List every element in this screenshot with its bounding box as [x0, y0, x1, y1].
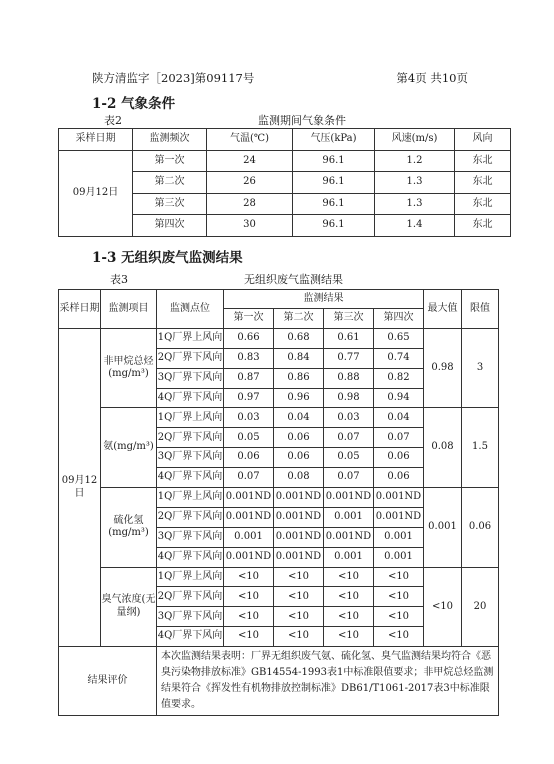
table-cell: 东北 — [455, 215, 511, 237]
table-cell: 26 — [207, 172, 293, 194]
result-value: 0.61 — [324, 328, 374, 348]
emission-body — [59, 328, 499, 646]
result-value: 0.001ND — [224, 488, 274, 508]
weather-header-row — [59, 129, 511, 151]
table-cell: 96.1 — [293, 215, 375, 237]
sampling-date: 09月12日 — [59, 328, 101, 646]
result-value: <10 — [274, 607, 324, 627]
result-value: <10 — [324, 587, 374, 607]
result-value: 0.07 — [324, 428, 374, 448]
result-value: 0.98 — [324, 388, 374, 408]
result-value: 0.94 — [374, 388, 424, 408]
result-value: 0.001 — [224, 527, 274, 547]
result-value: <10 — [224, 587, 274, 607]
round-header: 第一次 — [224, 309, 274, 329]
col-header: 气压(kPa) — [293, 129, 375, 151]
col-header: 风向 — [455, 129, 511, 151]
monitoring-point: 4Q厂界下风向 — [157, 388, 224, 408]
result-value: <10 — [224, 607, 274, 627]
result-value: 0.07 — [224, 468, 274, 488]
result-value: 0.87 — [224, 368, 274, 388]
col-header-limit: 限值 — [462, 290, 499, 329]
result-value: 0.001ND — [274, 547, 324, 567]
result-value: 0.001ND — [274, 507, 324, 527]
col-header: 监测频次 — [133, 129, 207, 151]
result-value: <10 — [324, 607, 374, 627]
col-header: 采样日期 — [59, 129, 133, 151]
result-value: 0.84 — [274, 348, 324, 368]
max-value: <10 — [424, 567, 462, 647]
monitoring-point: 1Q厂界上风向 — [157, 408, 224, 428]
table-cell: 96.1 — [293, 193, 375, 215]
section-title-emission: 1-3 无组织废气监测结果 — [92, 250, 243, 266]
monitoring-point: 4Q厂界下风向 — [157, 547, 224, 567]
limit-value: 0.06 — [462, 488, 499, 568]
max-value: 0.98 — [424, 328, 462, 408]
monitoring-point: 1Q厂界上风向 — [157, 567, 224, 587]
result-value: 0.001ND — [274, 488, 324, 508]
monitoring-point: 2Q厂界下风向 — [157, 348, 224, 368]
table-cell: 第三次 — [133, 193, 207, 215]
table-row — [59, 150, 511, 172]
doc-number: 陕方清监字［2023]第09117号 — [92, 71, 255, 85]
round-header: 第四次 — [374, 309, 424, 329]
result-value: 0.001 — [374, 527, 424, 547]
result-value: 0.001ND — [324, 527, 374, 547]
limit-value: 3 — [462, 328, 499, 408]
table-cell: 28 — [207, 193, 293, 215]
result-value: <10 — [224, 627, 274, 647]
result-value: 0.001ND — [224, 547, 274, 567]
table-row — [59, 408, 499, 428]
result-value: <10 — [274, 587, 324, 607]
result-value: 0.001ND — [274, 527, 324, 547]
monitoring-point: 3Q厂界下风向 — [157, 368, 224, 388]
monitoring-point: 4Q厂界下风向 — [157, 468, 224, 488]
table-row — [59, 488, 499, 508]
table-cell: 第四次 — [133, 215, 207, 237]
table-cell: 第一次 — [133, 150, 207, 172]
table-cell: 1.3 — [375, 172, 455, 194]
round-header: 第三次 — [324, 309, 374, 329]
limit-value: 20 — [462, 567, 499, 647]
result-value: 0.06 — [224, 448, 274, 468]
result-value: <10 — [224, 567, 274, 587]
result-value: 0.88 — [324, 368, 374, 388]
max-value: 0.001 — [424, 488, 462, 568]
weather-table — [58, 128, 511, 237]
result-value: 0.74 — [374, 348, 424, 368]
result-value: 0.77 — [324, 348, 374, 368]
col-header-date: 采样日期 — [59, 290, 101, 329]
monitoring-point: 2Q厂界下风向 — [157, 428, 224, 448]
table-row — [59, 328, 499, 348]
result-value: 0.001ND — [324, 488, 374, 508]
result-value: 0.03 — [224, 408, 274, 428]
table-cell: 24 — [207, 150, 293, 172]
col-header-item: 监测项目 — [101, 290, 157, 329]
result-value: <10 — [374, 627, 424, 647]
result-value: 0.86 — [274, 368, 324, 388]
result-value: <10 — [324, 567, 374, 587]
evaluation-label: 结果评价 — [59, 647, 157, 716]
result-value: 0.06 — [374, 468, 424, 488]
table-cell: 30 — [207, 215, 293, 237]
monitoring-point: 3Q厂界下风向 — [157, 607, 224, 627]
table-cell: 1.3 — [375, 193, 455, 215]
table-cell: 东北 — [455, 150, 511, 172]
monitoring-point: 2Q厂界下风向 — [157, 587, 224, 607]
result-value: 0.05 — [324, 448, 374, 468]
section-title-weather: 1-2 气象条件 — [92, 96, 176, 112]
table3-number: 表3 — [110, 273, 128, 286]
monitoring-point: 1Q厂界上风向 — [157, 488, 224, 508]
sampling-date: 09月12日 — [59, 150, 133, 236]
result-value: 0.001 — [374, 547, 424, 567]
monitoring-point: 4Q厂界下风向 — [157, 627, 224, 647]
col-header-results: 监测结果 — [224, 290, 424, 309]
result-value: 0.001ND — [374, 488, 424, 508]
table3-title: 无组织废气监测结果 — [244, 273, 343, 286]
table-cell: 96.1 — [293, 150, 375, 172]
round-header: 第二次 — [274, 309, 324, 329]
table2-number: 表2 — [104, 114, 122, 127]
result-value: 0.001ND — [374, 507, 424, 527]
result-value: 0.001ND — [224, 507, 274, 527]
monitoring-item: 硫化氢(mg/m³) — [101, 488, 157, 568]
result-value: <10 — [324, 627, 374, 647]
page-info: 第4页 共10页 — [396, 71, 468, 85]
result-value: 0.96 — [274, 388, 324, 408]
table-cell: 1.2 — [375, 150, 455, 172]
monitoring-point: 3Q厂界下风向 — [157, 527, 224, 547]
result-value: 0.03 — [324, 408, 374, 428]
result-value: 0.001 — [324, 507, 374, 527]
result-value: 0.06 — [274, 448, 324, 468]
result-value: 0.07 — [324, 468, 374, 488]
result-value: 0.65 — [374, 328, 424, 348]
monitoring-point: 1Q厂界上风向 — [157, 328, 224, 348]
col-header: 风速(m/s) — [375, 129, 455, 151]
table-cell: 第二次 — [133, 172, 207, 194]
table-cell: 96.1 — [293, 172, 375, 194]
monitoring-point: 2Q厂界下风向 — [157, 507, 224, 527]
emission-table — [58, 289, 499, 716]
emission-header-row — [59, 290, 499, 309]
result-value: <10 — [374, 587, 424, 607]
result-value: 0.04 — [374, 408, 424, 428]
table2-title: 监测期间气象条件 — [258, 114, 346, 127]
result-value: <10 — [374, 607, 424, 627]
result-value: 0.68 — [274, 328, 324, 348]
table-cell: 东北 — [455, 172, 511, 194]
result-value: 0.04 — [274, 408, 324, 428]
monitoring-item: 非甲烷总烃(mg/m³) — [101, 328, 157, 408]
result-value: 0.06 — [274, 428, 324, 448]
col-header-point: 监测点位 — [157, 290, 224, 329]
monitoring-point: 3Q厂界下风向 — [157, 448, 224, 468]
result-value: <10 — [274, 567, 324, 587]
evaluation-row — [59, 647, 499, 716]
table-cell: 东北 — [455, 193, 511, 215]
evaluation-text: 本次监测结果表明：厂界无组织废气氨、硫化氢、臭气监测结果均符合《恶臭污染物排放标准》GB14554-1993表1中标准限值要求；非甲烷总烃监测结果符合《挥发性有机物排放控制标准》DB61/T1061-2017表3中标准限值要求。 — [157, 647, 499, 716]
limit-value: 1.5 — [462, 408, 499, 488]
result-value: 0.66 — [224, 328, 274, 348]
result-value: 0.08 — [274, 468, 324, 488]
col-header-max: 最大值 — [424, 290, 462, 329]
result-value: <10 — [374, 567, 424, 587]
result-value: 0.001 — [324, 547, 374, 567]
result-value: 0.82 — [374, 368, 424, 388]
table-row — [59, 567, 499, 587]
result-value: 0.83 — [224, 348, 274, 368]
max-value: 0.08 — [424, 408, 462, 488]
monitoring-item: 氨(mg/m³) — [101, 408, 157, 488]
table-cell: 1.4 — [375, 215, 455, 237]
monitoring-item: 臭气浓度(无量纲) — [101, 567, 157, 647]
result-value: 0.06 — [374, 448, 424, 468]
result-value: 0.05 — [224, 428, 274, 448]
result-value: <10 — [274, 627, 324, 647]
result-value: 0.07 — [374, 428, 424, 448]
result-value: 0.97 — [224, 388, 274, 408]
col-header: 气温(℃) — [207, 129, 293, 151]
